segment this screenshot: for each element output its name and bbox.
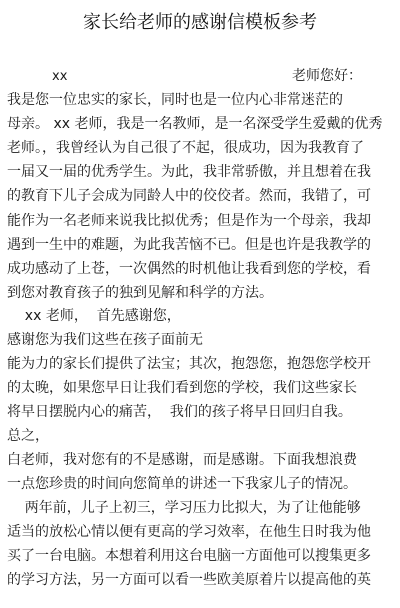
body-line: 买了一台电脑。本想着利用这台电脑一方面他可以搜集更多 xyxy=(7,548,371,564)
body-line: 到您对教育孩子的独到见解和科学的方法。 xyxy=(7,285,273,301)
body-line: 一点您珍贵的时间向您简单的讲述一下我家儿子的情况。 xyxy=(7,476,357,492)
salutation-name: xx xyxy=(52,69,68,84)
body-line: 母亲。 xx 老师，我是一名教师，是一名深受学生爱戴的优秀 xyxy=(7,116,383,132)
body-line: 白老师，我对您有的不是感谢，而是感谢。下面我想浪费 xyxy=(7,452,357,468)
body-line: 适当的放松心情以便有更高的学习效率，在他生日时我为他 xyxy=(7,524,371,540)
body-line: 两年前，儿子上初三，学习压力比拟大，为了让他能够 xyxy=(7,500,361,516)
body-line: xx 老师， 首先感谢您， xyxy=(7,308,181,324)
body-line: 感谢您为我们这些在孩子面前无 xyxy=(7,332,203,348)
body-line: 的太晚，如果您早日让我们看到您的学校，我们这些家长 xyxy=(7,380,357,396)
body-line: 老师。，我曾经认为自己很了不起，很成功，因为我教育了 xyxy=(7,140,364,156)
body-line: 能为力的家长们提供了法宝；其次，抱怨您，抱怨您学校开 xyxy=(7,356,371,372)
body-line: 的学习方法，另一方面可以看一些欧美原着片以提高他的英 xyxy=(7,572,371,588)
body-line: 将早日摆脱内心的痛苦， 我们的孩子将早日回归自我。 xyxy=(7,404,352,420)
body-line: 遇到一生中的难题，为此我苦恼不已。但是也许是我教学的 xyxy=(7,237,371,253)
body-line: 成功感动了上苍，一次偶然的时机他让我看到您的学校，看 xyxy=(7,261,371,277)
body-line: 的教育下儿子会成为同龄人中的佼佼者。然而，我错了，可 xyxy=(7,188,371,204)
body-line: 总之， xyxy=(7,428,49,444)
document-title: 家长给老师的感谢信模板参考 xyxy=(83,12,317,33)
body-line: 我是您一位忠实的家长，同时也是一位内心非常迷茫的 xyxy=(7,92,343,108)
body-line: 能作为一名老师来说我比拟优秀；但是作为一个母亲，我却 xyxy=(7,213,371,229)
body-line: 一届又一届的优秀学生。为此，我非常骄傲，并且想着在我 xyxy=(7,164,371,180)
salutation-text: 老师您好： xyxy=(292,68,362,84)
